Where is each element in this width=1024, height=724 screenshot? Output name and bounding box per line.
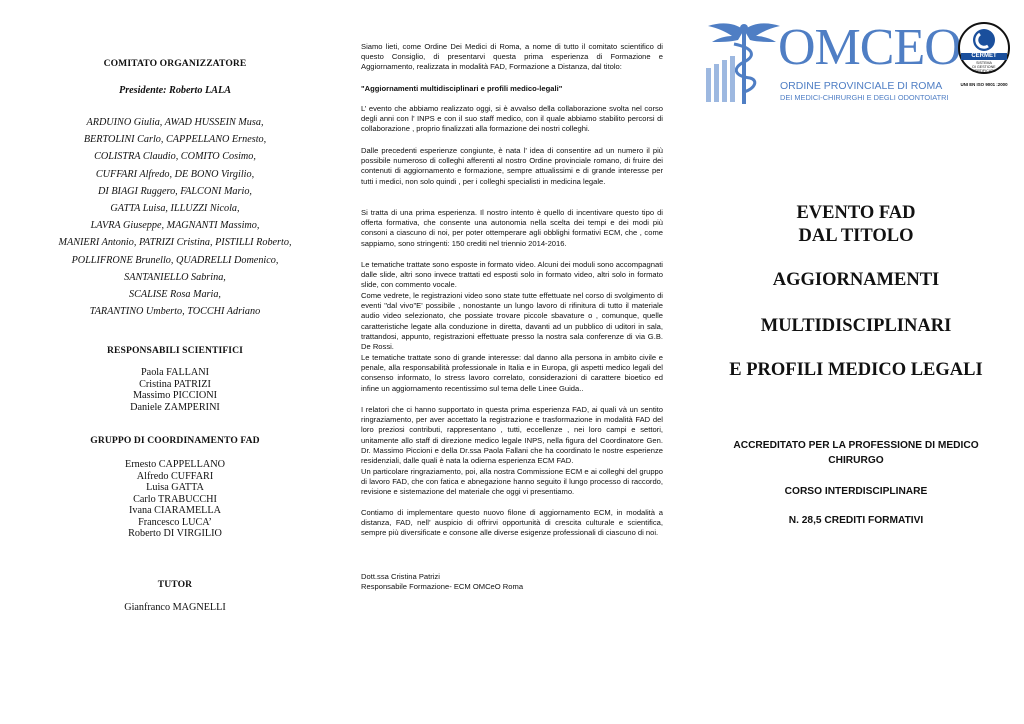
omceo-subtitle-2: DEI MEDICI-CHIRURGHI E DEGLI ODONTOIATRI [780,93,949,102]
body-paragraph: Dalle precedenti esperienze congiunte, è nata l’ idea di consentire ad un numero il più possibile numeroso di colleghi afferenti al nostro Ordine provinciale romano, di fruire dei contenuti di aggiornamento e formazione, sempre attualissimi e di grande interesse per tutti i medici, non solo quindi , per i colleghi specialisti in medicina legale. [361,146,663,186]
coordination-member: Luisa GATTA [146,482,204,493]
accreditation-line-1: ACCREDITATO PER LA PROFESSIONE DI MEDICO [733,440,979,451]
cermet-text-2: DI GESTIONE [972,65,996,69]
body-paragraph: Si tratta di una prima esperienza. Il nostro intento è quello di incentivare questo tipo di offerta formativa, che consente una autonomia nella scelta dei tempi e dei modi più consoni a ciascuno di noi, per poter ottemperare agli obblighi formativi ECM, che , come sappiamo, sono stringenti: 150 crediti nel triennio 2014-2016. [361,208,663,248]
scientific-heading: RESPONSABILI SCIENTIFICI [107,345,243,356]
coordination-member: Alfredo CUFFARI [136,470,214,482]
committee-member-line: LAVRA Giuseppe, MAGNANTI Massimo, [90,220,260,232]
body-paragraph: Le tematiche trattate sono di grande interesse: dal danno alla persona in ambito civile e penale, alla responsabilità professionale in Italia e in Europa, gli aspetti medico legali del consenso informato, lo stress lavoro correlato, considerazioni di carattere bioetico ed infine un aggiornamento recentissimo sul tema delle Linee Guida.. [361,353,663,393]
signature-name: Dott.ssa Cristina Patrizi [361,572,440,581]
scientific-member: Daniele ZAMPERINI [130,401,220,413]
coordination-member: Ivana CIARAMELLA [129,505,221,516]
scientific-member: Paola FALLANI [141,367,209,378]
body-paragraph: I relatori che ci hanno supportato in questa prima esperienza FAD, ai quali và un sentito ringraziamento, per aver accettato la registrazione e trasformazione in modalità FAD del loro preziosi contributi, rappresentano , tutti, eccellenze , nei loro campi e settori, unitamente allo staff di direzione medico legale INPS, nella figura del Coordinatore Gen. Dr. Massimo Piccioni e della Dr.ssa Paola Fallani che ha coordinato le nostre esperienze residenziali, dalle quali è nata la odierna esperienza ECM FAD. [361,405,663,466]
committee-members-list [50,114,300,320]
scientific-members-list [50,367,300,413]
tutor-name: Gianfranco MAGNELLI [124,602,226,613]
coordination-member: Carlo TRABUCCHI [133,493,217,505]
credits: N. 28,5 CREDITI FORMATIVI [788,515,924,526]
scientific-member: Massimo PICCIONI [132,390,218,401]
signature-role: Responsabile Formazione- ECM OMCeO Roma [361,582,524,591]
title-line-2: DAL TITOLO [798,226,914,246]
title-line-5: E PROFILI MEDICO LEGALI [729,360,983,380]
omceo-wordmark: OMCEO [778,19,961,76]
committee-member-line: ARDUINO Giulia, AWAD HUSSEIN Musa, [86,117,264,128]
cermet-text-1: SISTEMA [976,61,992,65]
cermet-certification-badge [956,20,1012,98]
committee-member-line: TARANTINO Umberto, TOCCHI Adriano [89,306,261,318]
committee-member-line: COLISTRA Claudio, COMITO Cosimo, [94,151,256,163]
body-paragraph: Contiamo di implementare questo nuovo filone di aggiornamento ECM, in modalità a distanza, FAD, nell’ auspicio di offrirvi opportunità di crescita culturale e scientifica, sempre più diversificate e consone alle diverse esigenze professionali di ciascuno di noi. [361,508,663,538]
body-paragraph: Le tematiche trattate sono esposte in formato video. Alcuni dei moduli sono accompagnati dalle slide, altri sono invece trattati ed esposti solo in formato video, altri solo in formato slide, con commento vocale. [361,260,663,290]
committee-member-line: BERTOLINI Carlo, CAPPELLANO Ernesto, [83,134,267,146]
committee-member-line: MANIERI Antonio, PATRIZI Cristina, PISTILLI Roberto, [58,237,292,249]
tutor-heading: TUTOR [157,579,193,590]
coordination-heading: GRUPPO DI COORDINAMENTO FAD [90,435,260,446]
intro-paragraph: Siamo lieti, come Ordine Dei Medici di Roma, a nome di tutto il comitato scientifico di questo Consiglio, di presentarvi questa prima esperienza di Formazione e Aggiornamento, realizzata in modalità FAD, Formazione a Distanza, dal titolo: [361,42,663,72]
course-type: CORSO INTERDISCIPLINARE [784,486,928,497]
body-paragraph: Un particolare ringraziamento, poi, alla nostra Commissione ECM e ai colleghi del gruppo di lavoro FAD, che con fatica e abnegazione hanno seguito il lungo processo di raccordo, revisione e sistemazione del materiale che oggi vi presentiamo. [361,467,663,497]
committee-member-line: DI BIAGI Ruggero, FALCONI Mario, [98,185,252,197]
title-line-4: MULTIDISCIPLINARI [760,316,952,336]
committee-member-line: SCALISE Rosa Maria, [129,289,221,301]
caduceus-icon [704,16,784,108]
omceo-logo [704,16,961,108]
committee-member-line: GATTA Luisa, ILLUZZI Nicola, [110,203,240,215]
title-line-3: AGGIORNAMENTI [772,270,940,290]
event-title-quote: "Aggiornamenti multidisciplinari e profili medico-legali" [361,84,563,93]
body-paragraph: Come vedrete, le registrazioni video sono state tutte effettuate nel corso di svolgimento di eventi "dal vivo"E' possibile , nonostante un lungo lavoro di rifinitura di tutto il materiale audio video selezionato, che possiate trovare piccole sbavature o , comunque, quelle caratteristiche legate alla conduzione in diretta, davanti ad un pubblico di uditori in sala, trattandosi, appunto, registrazioni effettuate presso la nostra sala conferenze di via G.B. De Rossi. [361,291,663,352]
committee-member-line: CUFFARI Alfredo, DE BONO Virgilio, [95,168,255,180]
body-paragraph: L’ evento che abbiamo realizzato oggi, si è avvalso della collaborazione svolta nel corso degli anni con l’ INPS e con il suo staff medico, con il quale abbiamo stabilito percorsi di collaborazione , proprio finalizzati alla formazione dei nostri colleghi. [361,104,663,134]
committee-member-line: POLLIFRONE Brunello, QUADRELLI Domenico, [71,254,279,266]
coordination-member: Roberto DI VIRGILIO [128,528,222,539]
omceo-subtitle-1: ORDINE PROVINCIALE DI ROMA [780,80,943,92]
coordination-member: Francesco LUCA’ [138,516,212,528]
cermet-text-3: CERTIFICATO [972,69,996,73]
scientific-member: Cristina PATRIZI [139,378,211,390]
cermet-brand: CERMET [971,53,997,59]
accreditation-line-2: CHIRURGO [828,455,884,466]
committee-heading: COMITATO ORGANIZZATORE [103,58,247,69]
committee-member-line: SANTANIELLO Sabrina, [124,271,226,283]
coordination-member: Ernesto CAPPELLANO [125,459,225,470]
cermet-iso: UNI EN ISO 9001 :2000 [960,82,1008,87]
committee-president: Presidente: Roberto LALA [118,85,232,96]
title-line-1: EVENTO FAD [796,203,916,223]
coordination-members-list [50,459,300,540]
